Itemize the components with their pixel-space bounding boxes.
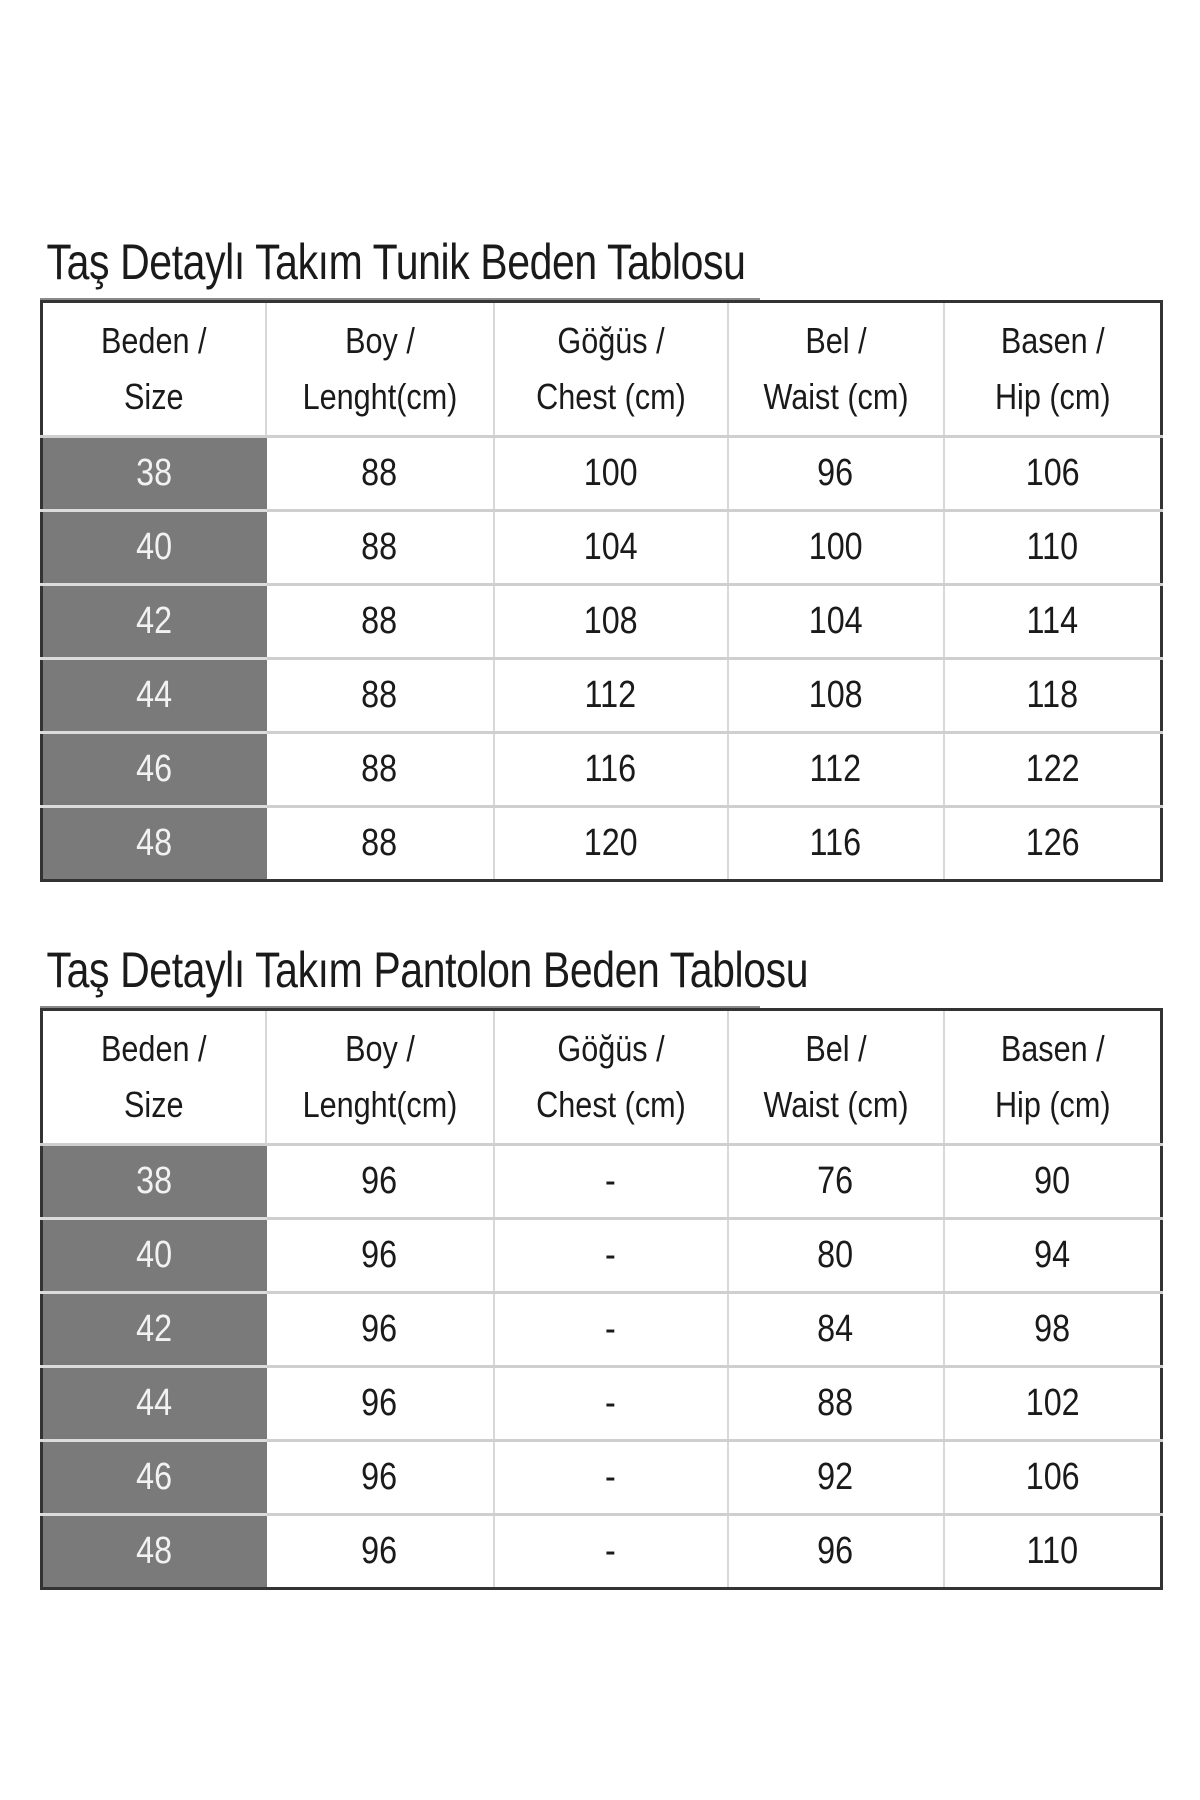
hip-cell: 98: [944, 1293, 1162, 1367]
hip-cell: 90: [944, 1145, 1162, 1219]
length-cell: 88: [266, 437, 494, 511]
size-cell: 38: [42, 1145, 266, 1219]
size-cell: 48: [42, 807, 266, 881]
hip-cell: 110: [1026, 1530, 1079, 1572]
chest-cell: -: [494, 1219, 728, 1293]
length-cell: 96: [266, 1219, 494, 1293]
waist-cell: 100: [728, 511, 944, 585]
header-size: Beden / Size: [42, 1010, 266, 1145]
table-row: [42, 437, 1162, 511]
header-length: Boy / Lenght(cm): [266, 302, 494, 437]
header-chest: Göğüs / Chest (cm): [494, 302, 728, 437]
chest-cell: -: [494, 1367, 728, 1441]
waist-cell: 80: [728, 1219, 944, 1293]
waist-cell: 76: [728, 1145, 944, 1219]
chest-cell: 104: [494, 511, 728, 585]
tunik-size-chart: [40, 230, 1160, 882]
chest-cell: -: [494, 1441, 728, 1515]
hip-cell: 106: [944, 437, 1162, 511]
size-cell: 44: [42, 659, 266, 733]
waist-cell: 104: [728, 585, 944, 659]
header-size: Beden / Size: [42, 302, 266, 437]
table-row: [42, 1441, 1162, 1515]
hip-cell: 94: [944, 1219, 1162, 1293]
size-cell: 42: [42, 1293, 266, 1367]
chest-cell: 108: [494, 585, 728, 659]
table-row: [42, 585, 1162, 659]
table-row: [42, 1219, 1162, 1293]
chest-cell: -: [494, 1515, 728, 1589]
table-row: [42, 733, 1162, 807]
header-chest: Göğüs / Chest (cm): [494, 1010, 728, 1145]
length-cell: 88: [266, 807, 494, 881]
size-cell: 38: [42, 437, 266, 511]
length-cell: 96: [266, 1441, 494, 1515]
waist-cell: 116: [728, 807, 944, 881]
table-row: [42, 1145, 1162, 1219]
hip-cell: 118: [944, 659, 1162, 733]
waist-cell: 88: [728, 1367, 944, 1441]
waist-cell: 108: [728, 659, 944, 733]
hip-cell: 114: [944, 585, 1162, 659]
waist-cell: 84: [728, 1293, 944, 1367]
table-row: [42, 807, 1162, 881]
size-cell: 44: [42, 1367, 266, 1441]
length-cell: 88: [266, 585, 494, 659]
hip-cell: 126: [1025, 822, 1080, 864]
table-row: [42, 1367, 1162, 1441]
table-header-row: [42, 302, 1162, 437]
length-cell: 96: [266, 1293, 494, 1367]
hip-cell: 106: [944, 1441, 1162, 1515]
size-cell: 40: [42, 511, 266, 585]
tunik-table-title: Taş Detaylı Takım Tunik Beden Tablosu: [46, 234, 746, 290]
table-row: [42, 511, 1162, 585]
table-header-row: [42, 1010, 1162, 1145]
size-cell: 40: [42, 1219, 266, 1293]
size-cell: 48: [42, 1515, 266, 1589]
size-cell: 46: [42, 1441, 266, 1515]
tunik-size-table: [40, 300, 1163, 882]
chest-cell: 112: [494, 659, 728, 733]
chest-cell: -: [494, 1145, 728, 1219]
length-cell: 88: [266, 511, 494, 585]
chest-cell: 100: [494, 437, 728, 511]
chest-cell: 120: [494, 807, 728, 881]
header-hip: Basen / Hip (cm): [944, 302, 1162, 437]
pantolon-size-chart: [40, 938, 1160, 1590]
table-row: [42, 1293, 1162, 1367]
waist-cell: 96: [728, 437, 944, 511]
header-hip: Basen / Hip (cm): [944, 1010, 1162, 1145]
waist-cell: 112: [728, 733, 944, 807]
chest-cell: 116: [494, 733, 728, 807]
waist-cell: 92: [728, 1441, 944, 1515]
pantolon-size-table: [40, 1008, 1163, 1590]
table-row: [42, 659, 1162, 733]
hip-cell: 122: [944, 733, 1162, 807]
length-cell: 96: [266, 1367, 494, 1441]
length-cell: 88: [266, 733, 494, 807]
waist-cell: 96: [728, 1515, 944, 1589]
size-cell: 42: [42, 585, 266, 659]
pantolon-table-title: Taş Detaylı Takım Pantolon Beden Tablosu: [46, 942, 809, 998]
hip-cell: 110: [944, 511, 1162, 585]
length-cell: 96: [266, 1145, 494, 1219]
size-cell: 46: [42, 733, 266, 807]
header-waist: Bel / Waist (cm): [728, 302, 944, 437]
length-cell: 96: [266, 1515, 494, 1589]
header-length: Boy / Lenght(cm): [266, 1010, 494, 1145]
header-waist: Bel / Waist (cm): [728, 1010, 944, 1145]
chest-cell: -: [494, 1293, 728, 1367]
table-row: [42, 1515, 1162, 1589]
length-cell: 88: [266, 659, 494, 733]
hip-cell: 102: [944, 1367, 1162, 1441]
